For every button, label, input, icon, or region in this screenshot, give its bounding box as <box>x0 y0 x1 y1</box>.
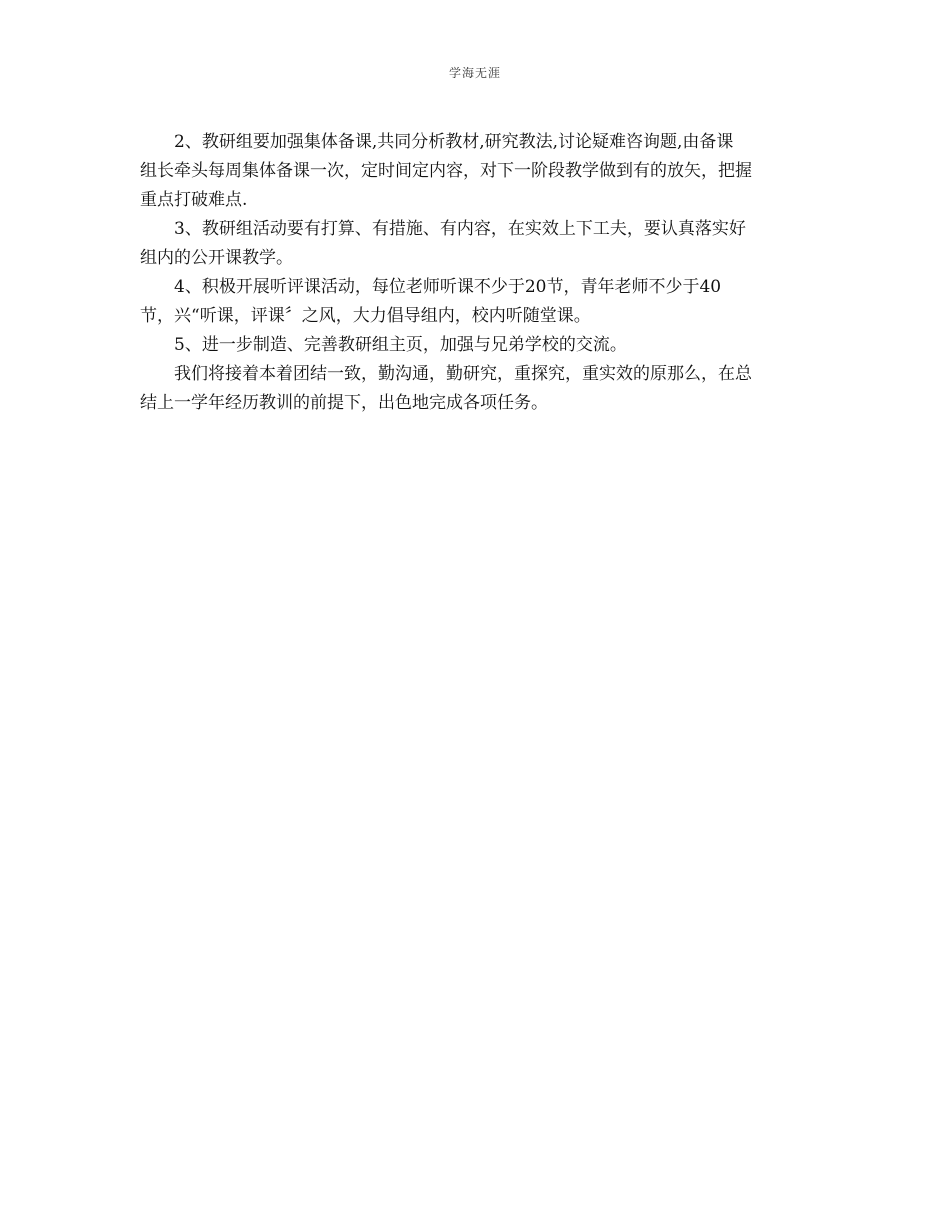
paragraph-line: 重点打破难点. <box>140 190 248 210</box>
paragraph-conclusion <box>140 360 820 418</box>
paragraph-item-5 <box>140 331 820 360</box>
paragraph-line: 组内的公开课教学。 <box>140 248 293 268</box>
paragraph-line: 2、教研组要加强集体备课,共同分析教材,研究教法,讨论疑难咨询题,由备课 <box>174 132 734 152</box>
document-body <box>140 128 820 418</box>
paragraph-item-2 <box>140 128 820 215</box>
paragraph-line: 节，兴“听课，评课〞之风，大力倡导组内，校内听随堂课。 <box>140 306 591 326</box>
paragraph-line: 组长牵头每周集体备课一次，定时间定内容，对下一阶段教学做到有的放矢，把握 <box>140 161 752 181</box>
paragraph-item-3 <box>140 215 820 273</box>
paragraph-item-4 <box>140 273 820 331</box>
paragraph-line: 我们将接着本着团结一致，勤沟通，勤研究，重探究，重实效的原那么，在总 <box>174 364 752 384</box>
paragraph-line: 结上一学年经历教训的前提下，出色地完成各项任务。 <box>140 393 548 413</box>
page-header: 学海无涯 <box>448 66 501 80</box>
paragraph-line: 3、教研组活动要有打算、有措施、有内容，在实效上下工夫，要认真落实好 <box>174 219 746 239</box>
paragraph-line: 4、积极开展听评课活动，每位老师听课不少于20节，青年老师不少于40 <box>174 277 722 297</box>
paragraph-line: 5、进一步制造、完善教研组主页，加强与兄弟学校的交流。 <box>174 335 627 355</box>
